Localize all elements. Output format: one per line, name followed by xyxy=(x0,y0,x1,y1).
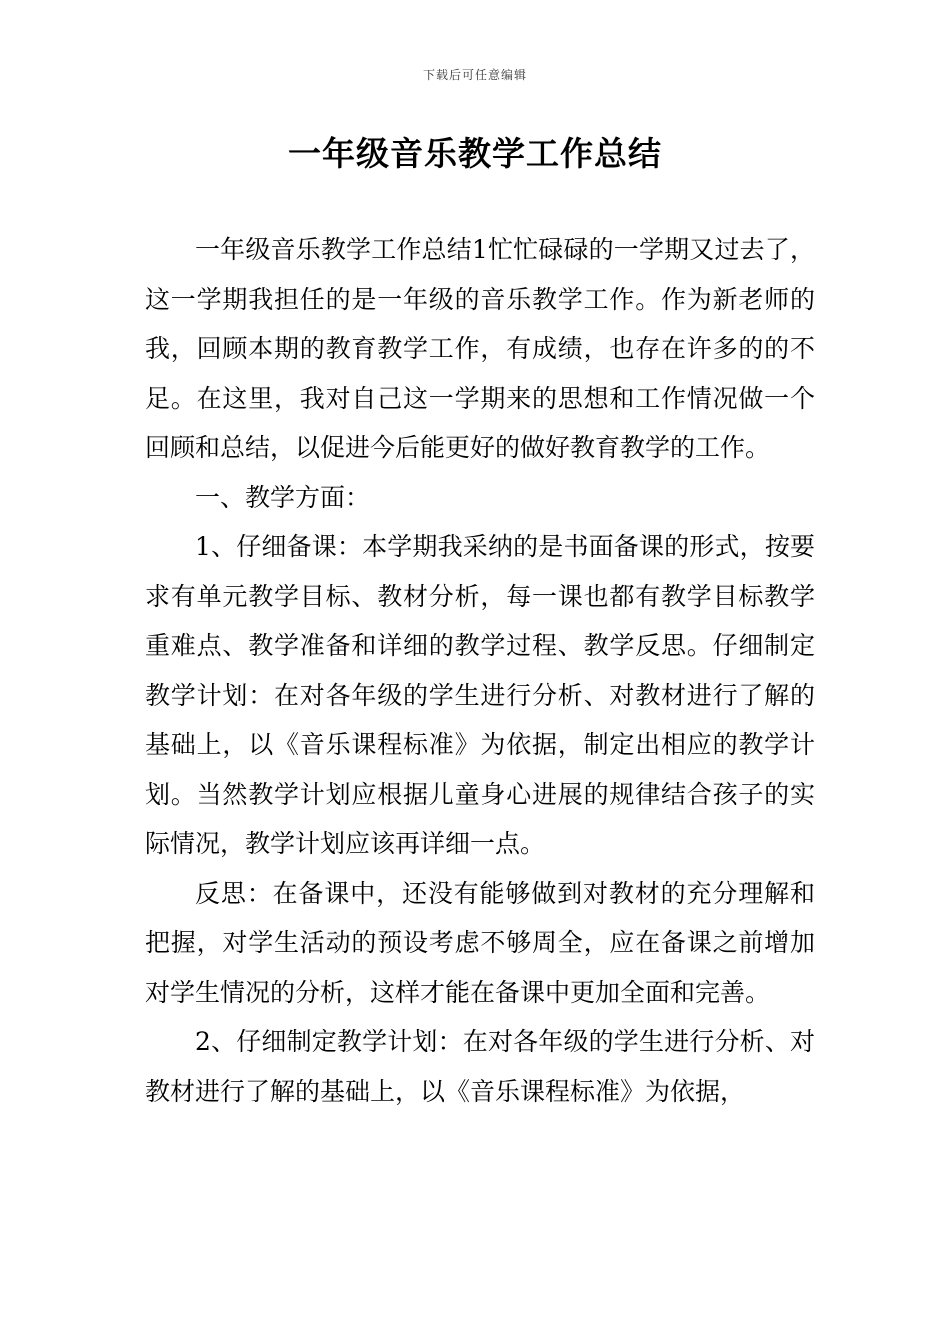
header-note: 下载后可任意编辑 xyxy=(422,68,527,82)
paragraph-intro: 一年级音乐教学工作总结1忙忙碌碌的一学期又过去了，这一学期我担任的是一年级的音乐教学工作。作为新老师的我，回顾本期的教育教学工作，有成绩，也存在许多的的不足。在这里，我对自己这一学期来的思想和工作情况做一个回顾和总结，以促进今后能更好的做好教育教学的工作。 xyxy=(145,235,815,462)
paragraph-item-1: 1、仔细备课：本学期我采纳的是书面备课的形式，按要求有单元教学目标、教材分析，每一课也都有教学目标教学重难点、教学准备和详细的教学过程、教学反思。仔细制定教学计划：在对各年级的学生进行分析、对教材进行了解的基础上，以《音乐课程标准》为依据，制定出相应的教学计划。当然教学计划应根据儿童身心进展的规律结合孩子的实际情况，教学计划应该再详细一点。 xyxy=(145,532,815,858)
document-title: 一年级音乐教学工作总结 xyxy=(288,134,662,173)
paragraph-reflection: 反思：在备课中，还没有能够做到对教材的充分理解和把握，对学生活动的预设考虑不够周全，应在备课之前增加对学生情况的分析，这样才能在备课中更加全面和完善。 xyxy=(145,878,815,1007)
paragraph-section-heading: 一、教学方面： xyxy=(195,482,371,512)
document-body xyxy=(145,225,815,1116)
paragraph-item-2: 2、仔细制定教学计划：在对各年级的学生进行分析、对教材进行了解的基础上，以《音乐课程标准》为依据， xyxy=(145,1027,815,1106)
